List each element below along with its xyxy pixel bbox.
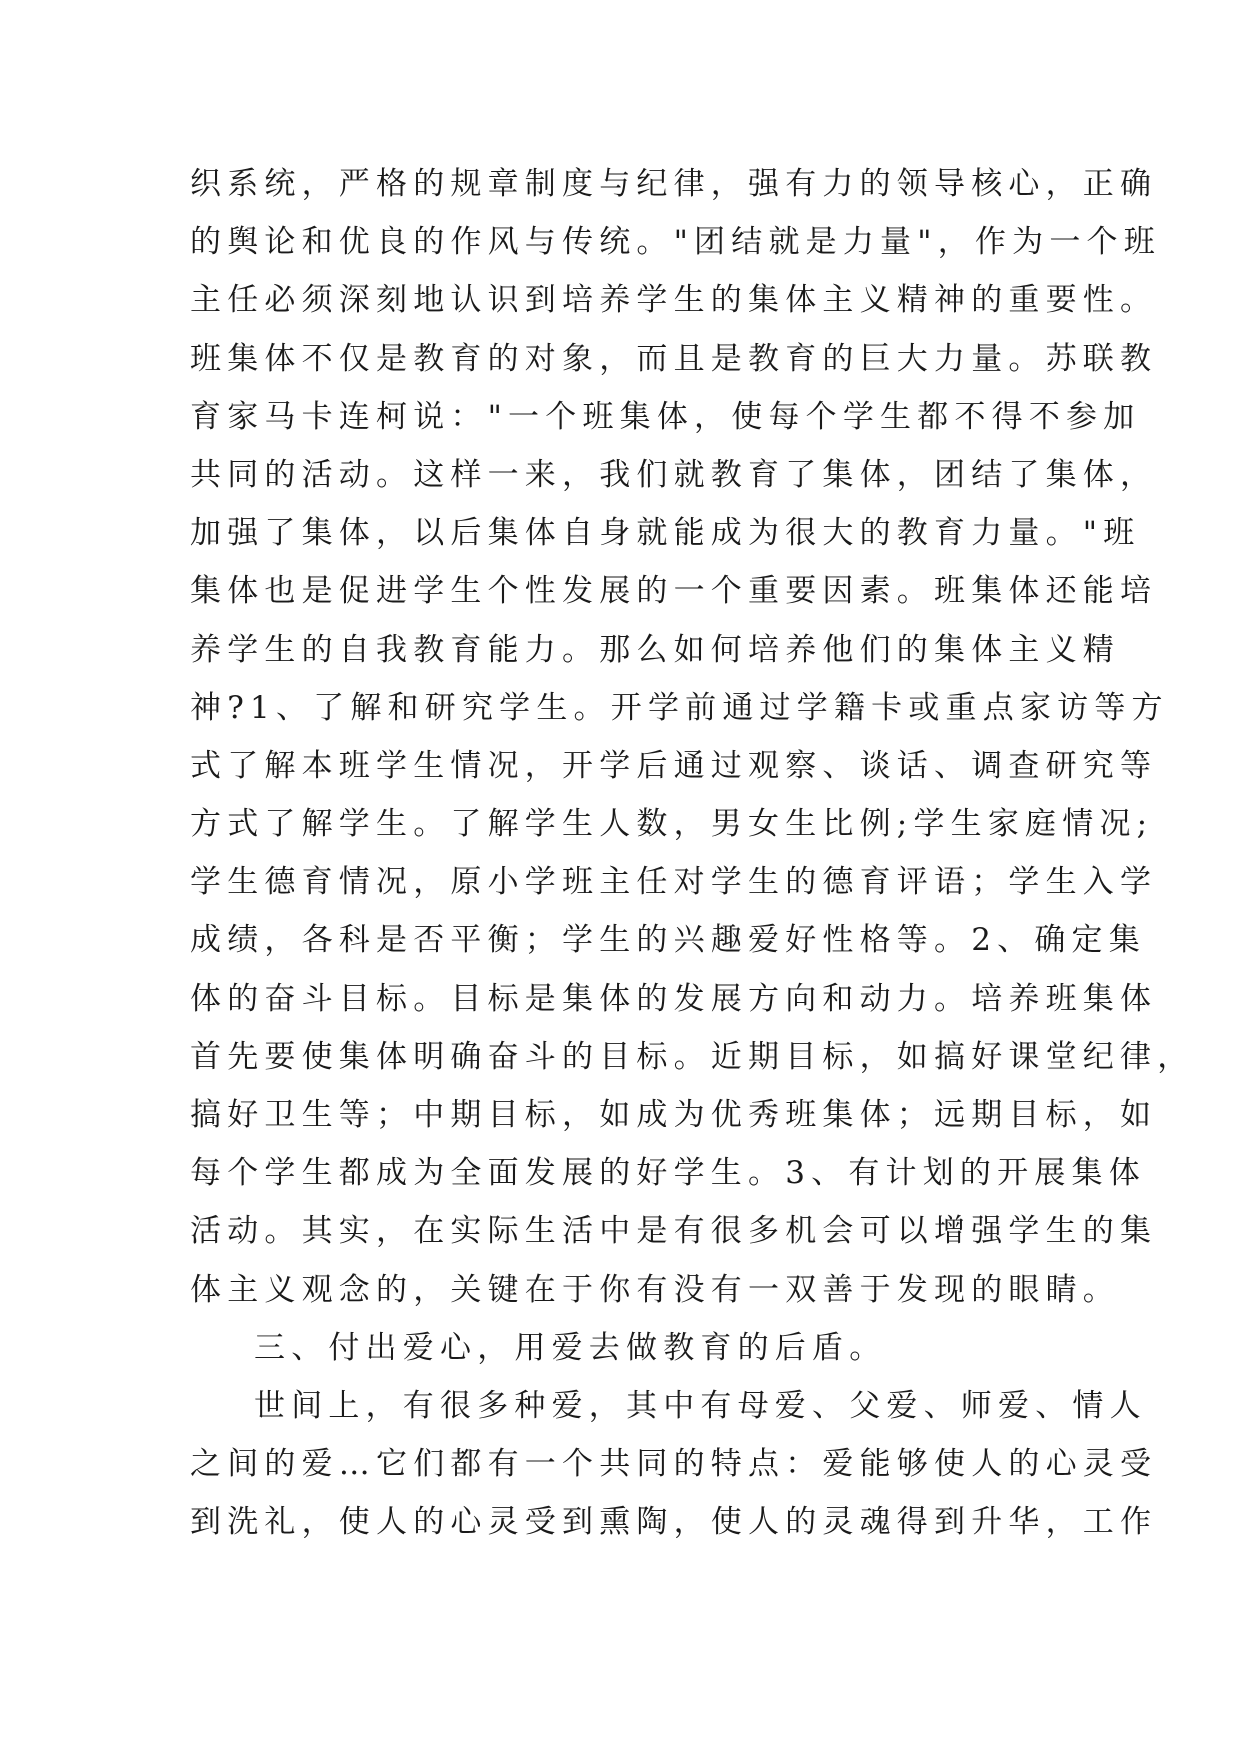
text-line: 式了解本班学生情况，开学后通过观察、谈话、调查研究等 bbox=[190, 747, 1158, 784]
text-line: 集体也是促进学生个性发展的一个重要因素。班集体还能培 bbox=[190, 573, 1158, 610]
text-line: 学生德育情况，原小学班主任对学生的德育评语；学生入学 bbox=[190, 864, 1158, 901]
text-line: 主任必须深刻地认识到培养学生的集体主义精神的重要性。 bbox=[190, 282, 1158, 319]
text-line: 每个学生都成为全面发展的好学生。3、有计划的开展集体 bbox=[190, 1155, 1146, 1192]
section-heading: 三、付出爱心，用爱去做教育的后盾。 bbox=[254, 1329, 887, 1366]
text-line: 织系统，严格的规章制度与纪律，强有力的领导核心，正确 bbox=[190, 166, 1158, 202]
text-line: 方式了解学生。了解学生人数，男女生比例;学生家庭情况; bbox=[190, 806, 1154, 843]
text-line: 成绩，各科是否平衡；学生的兴趣爱好性格等。2、确定集 bbox=[190, 922, 1146, 959]
text-line: 育家马卡连柯说："一个班集体，使每个学生都不得不参加 bbox=[190, 398, 1141, 435]
text-line: 神?1、了解和研究学生。开学前通过学籍卡或重点家访等方 bbox=[190, 689, 1169, 726]
text-line: 到洗礼，使人的心灵受到熏陶，使人的灵魂得到升华，工作 bbox=[190, 1504, 1158, 1541]
text-line: 的舆论和优良的作风与传统。"团结就是力量"，作为一个班 bbox=[190, 224, 1161, 261]
text-line: 体主义观念的，关键在于你有没有一双善于发现的眼睛。 bbox=[190, 1271, 1120, 1308]
text-line: 之间的爱…它们都有一个共同的特点：爱能够使人的心灵受 bbox=[190, 1446, 1158, 1483]
text-line: 世间上，有很多种爱，其中有母爱、父爱、师爱、情人 bbox=[254, 1387, 1147, 1424]
text-line: 加强了集体，以后集体自身就能成为很大的教育力量。"班 bbox=[190, 515, 1141, 552]
text-line: 搞好卫生等；中期目标，如成为优秀班集体；远期目标，如 bbox=[190, 1097, 1158, 1133]
text-line: 共同的活动。这样一来，我们就教育了集体，团结了集体， bbox=[190, 456, 1158, 493]
body-text bbox=[190, 155, 1195, 1552]
text-line: 养学生的自我教育能力。那么如何培养他们的集体主义精 bbox=[190, 631, 1120, 668]
text-line: 体的奋斗目标。目标是集体的发展方向和动力。培养班集体 bbox=[190, 980, 1158, 1017]
text-line: 班集体不仅是教育的对象，而且是教育的巨大力量。苏联教 bbox=[190, 340, 1158, 377]
text-line: 首先要使集体明确奋斗的目标。近期目标，如搞好课堂纪律， bbox=[190, 1038, 1195, 1075]
text-line: 活动。其实，在实际生活中是有很多机会可以增强学生的集 bbox=[190, 1213, 1158, 1250]
